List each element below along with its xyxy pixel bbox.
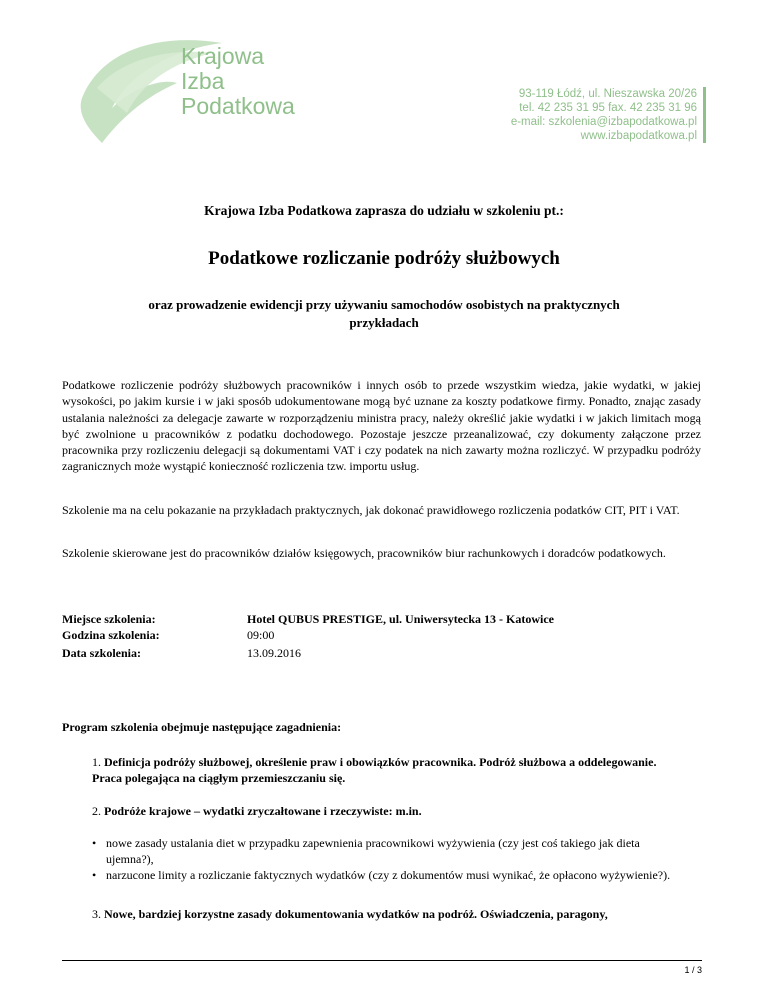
invite-text: Krajowa Izba Podatkowa zaprasza do udziału w szkoleniu pt.: xyxy=(204,203,564,218)
contact-email[interactable]: e-mail: szkolenia@izbapodatkowa.pl xyxy=(510,116,697,128)
bullet-icon: • xyxy=(92,868,97,882)
contact-website[interactable]: www.izbapodatkowa.pl xyxy=(580,130,697,142)
bullet-icon: • xyxy=(92,836,97,850)
bullet-text: narzucone limity a rozliczanie faktycznych wydatków (czy z dokumentów musi wynikać, że opłacono wyżywienie?). xyxy=(106,868,671,882)
program-item xyxy=(92,803,682,819)
program-item-text: Podróże krajowe – wydatki zryczałtowane i rzeczywiste: m.in. xyxy=(104,804,422,818)
logo-line-1: Krajowa xyxy=(181,43,265,69)
program-item-number: 1. xyxy=(92,755,101,769)
detail-row-time xyxy=(62,627,702,643)
logo-line-2: Izba xyxy=(181,68,225,94)
bullet-text: nowe zasady ustalania diet w przypadku zapewnienia pracownikowi wyżywienia (czy jest coś takiego jak dieta ujemna?), xyxy=(106,836,640,866)
logo-line-3: Podatkowa xyxy=(181,93,295,119)
intro-paragraph: Podatkowe rozliczenie podróży służbowych pracowników i innych osób to przede wszystkim wiedza, jakie wydatki, w jakiej wysokości, po jakim kursie i w jaki sposób udokumentowane mogą być uznane za koszty podatkowe firmy. Ponadto, znając zasady ustalania należności za delegacje zawarte w rozporządzeniu ministra pracy, należy określić jakie wydatki i w jakich limitach mogą być zwolnione u pracowników z podatku dochodowego. Pozostaje jeszcze przeanalizować, czy dokumenty załączone przez pracownika przy rozliczeniu delegacji są dokumentami VAT i czy podatek na nich zawarty można rozliczyć. W przypadku podróży zagranicznych może wystąpić konieczność rozliczenia tzw. importu usług. xyxy=(62,378,701,474)
program-item xyxy=(92,906,682,922)
program-item-text: Nowe, bardziej korzystne zasady dokumentowania wydatków na podróż. Oświadczenia, paragony, xyxy=(104,907,608,921)
bullet-item xyxy=(92,835,682,867)
date-label: Data szkolenia: xyxy=(62,646,141,660)
place-value: Hotel QUBUS PRESTIGE, ul. Uniwersytecka 13 - Katowice xyxy=(247,612,554,626)
program-item-text: Definicja podróży służbowej, określenie praw i obowiązków pracownika. Podróż służbowa a oddelegowanie. Praca polegająca na ciągłym przemieszczaniu się. xyxy=(92,755,657,785)
document-subtitle: oraz prowadzenie ewidencji przy używaniu samochodów osobistych na praktycznych przykładach xyxy=(148,297,620,330)
footer-divider xyxy=(62,960,702,961)
detail-row-date xyxy=(62,645,702,661)
audience-paragraph: Szkolenie skierowane jest do pracowników działów księgowych, pracowników biur rachunkowych i doradców podatkowych. xyxy=(62,546,666,560)
program-heading: Program szkolenia obejmuje następujące zagadnienia: xyxy=(62,720,342,734)
place-label: Miejsce szkolenia: xyxy=(62,612,156,626)
bullet-list xyxy=(92,835,682,883)
contact-phone: tel. 42 235 31 95 fax. 42 235 31 96 xyxy=(519,102,697,114)
time-label: Godzina szkolenia: xyxy=(62,628,160,642)
detail-row-place xyxy=(62,611,702,627)
program-item-number: 3. xyxy=(92,907,101,921)
training-details xyxy=(62,611,702,661)
goal-paragraph: Szkolenie ma na celu pokazanie na przykładach praktycznych, jak dokonać prawidłowego rozliczenia podatków CIT, PIT i VAT. xyxy=(62,503,680,517)
time-value: 09:00 xyxy=(247,628,275,642)
program-item xyxy=(92,754,682,786)
bullet-item xyxy=(92,867,682,883)
contact-block xyxy=(511,87,706,143)
contact-address: 93-119 Łódź, ul. Nieszawska 20/26 xyxy=(518,88,697,100)
date-value: 13.09.2016 xyxy=(247,646,301,660)
document-title: Podatkowe rozliczanie podróży służbowych xyxy=(208,248,560,269)
program-item-number: 2. xyxy=(92,804,101,818)
page-number: 1 / 3 xyxy=(684,965,702,975)
